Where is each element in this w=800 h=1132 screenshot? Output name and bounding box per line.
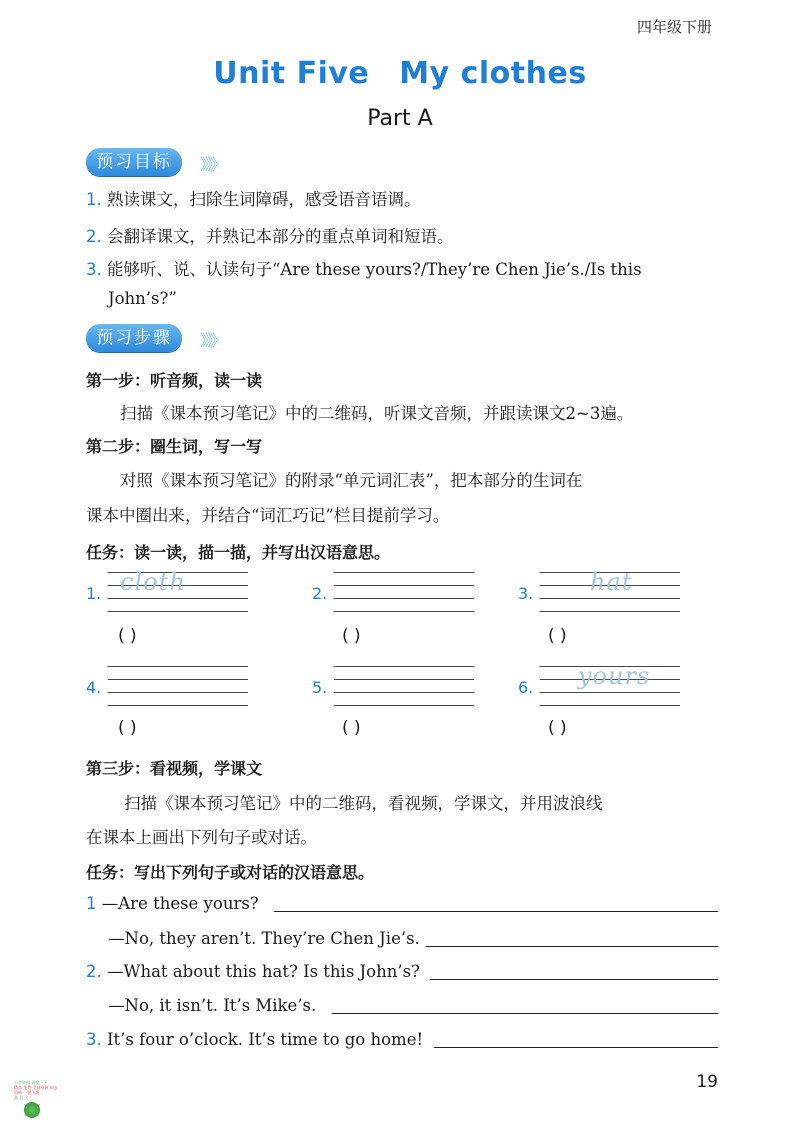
chevron-icon: 》》》 <box>200 155 224 174</box>
page-number: 19 <box>696 1072 718 1092</box>
trace-word: hat <box>590 568 633 596</box>
answer-line[interactable] <box>434 1047 718 1048</box>
writing-lines <box>334 566 474 614</box>
word-cell-6: 6. yours <box>518 660 718 720</box>
meaning-blank-6[interactable]: ( ) <box>548 718 567 738</box>
writing-lines <box>540 660 680 708</box>
unit-title <box>0 56 800 91</box>
meaning-blank-2[interactable]: ( ) <box>342 626 361 646</box>
answer-line[interactable] <box>426 946 718 947</box>
goal-item: 1. 熟读课文，扫除生词障碍，感受语音语调。 <box>86 190 421 209</box>
sentence-row: 3. It’s four o’clock. It’s time to go home! <box>86 1030 424 1049</box>
logo-icon <box>24 1102 40 1118</box>
word-cell-3: 3. hat <box>518 566 718 626</box>
unit-topic: My clothes <box>399 56 587 91</box>
sentence-row: 2. —What about this hat? Is this John’s? <box>86 962 420 981</box>
sentence-row: —No, it isn’t. It’s Mike’s. <box>108 996 317 1015</box>
word-cell-1: 1. cloth <box>86 566 286 626</box>
task1-label: 任务：读一读，描一描，并写出汉语意思。 <box>86 543 391 562</box>
trace-word: cloth <box>120 568 186 596</box>
writing-lines <box>108 660 248 708</box>
step2-title: 第二步：圈生词，写一写 <box>86 437 263 456</box>
writing-lines <box>540 566 680 614</box>
answer-line[interactable] <box>332 1013 718 1014</box>
writing-lines <box>108 566 248 614</box>
goal-item: 3. 能够听、说、认读句子“Are these yours?/They’re Chen Jie’s./Is this <box>86 260 642 279</box>
unit-name: Unit Five <box>213 56 370 91</box>
sentence-row: 1 —Are these yours? <box>86 894 259 913</box>
trace-word: yours <box>578 662 651 690</box>
sentence-row: —No, they aren’t. They’re Chen Jie’s. <box>108 929 420 948</box>
grade-label: 四年级下册 <box>636 18 712 36</box>
goal-item-continued: John’s?” <box>108 289 177 308</box>
goals-section-label: 预习目标 <box>86 148 182 176</box>
step3-text: 扫描《课本预习笔记》中的二维码，看视频，学课文，并用波浪线 <box>124 794 603 813</box>
word-cell-4: 4. <box>86 660 286 720</box>
meaning-blank-3[interactable]: ( ) <box>548 626 567 646</box>
word-cell-2: 2. <box>312 566 512 626</box>
step3-title: 第三步：看视频，学课文 <box>86 759 263 778</box>
step1-title: 第一步：听音频，读一读 <box>86 371 263 390</box>
chevron-icon: 》》》 <box>200 331 224 350</box>
goal-item: 2. 会翻译课文，并熟记本部分的重点单词和短语。 <box>86 227 454 246</box>
answer-line[interactable] <box>274 911 718 912</box>
step3-text: 在课本上画出下列句子或对话。 <box>86 828 317 847</box>
answer-line[interactable] <box>430 979 718 980</box>
task2-label: 任务：写出下列句子或对话的汉语意思。 <box>86 863 375 882</box>
watermark-stamp: 小学资料 百度一下 精品 免费 全网资源 同步资料 一键下载 品 名 大 <box>14 1080 60 1118</box>
meaning-blank-4[interactable]: ( ) <box>118 718 137 738</box>
steps-section-label: 预习步骤 <box>86 324 182 352</box>
step2-text: 课本中圈出来，并结合“词汇巧记”栏目提前学习。 <box>86 506 450 525</box>
step1-text: 扫描《课本预习笔记》中的二维码，听课文音频，并跟读课文2~3遍。 <box>120 404 634 423</box>
step2-text: 对照《课本预习笔记》的附录“单元词汇表”，把本部分的生词在 <box>120 471 583 490</box>
part-title: Part A <box>367 106 433 131</box>
meaning-blank-1[interactable]: ( ) <box>118 626 137 646</box>
writing-lines <box>334 660 474 708</box>
word-cell-5: 5. <box>312 660 512 720</box>
meaning-blank-5[interactable]: ( ) <box>342 718 361 738</box>
